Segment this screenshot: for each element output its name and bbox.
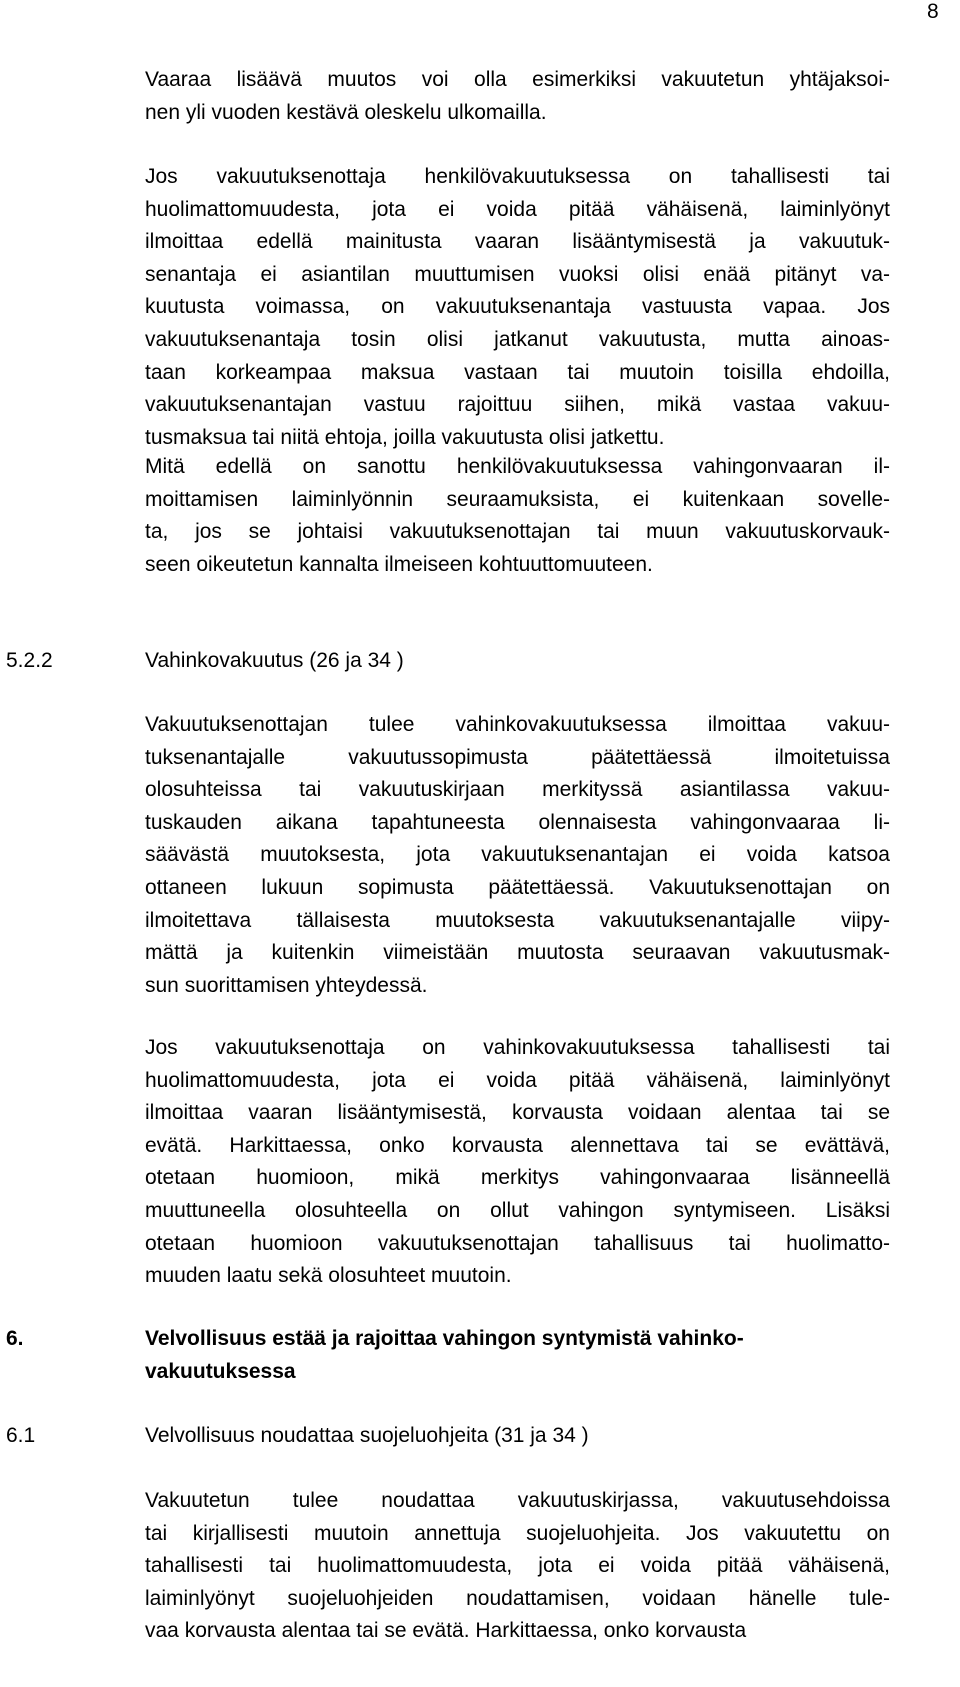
- text-line: mättä ja kuitenkin viimeistään muutosta seuraavan vakuutusmak-: [145, 941, 890, 965]
- text-line: ilmoitettava tällaisesta muutoksesta vakuutuksenantajalle viipy-: [145, 908, 890, 932]
- text-line: muuttuneella olosuhteella on ollut vahingon syntymiseen. Lisäksi: [145, 1198, 890, 1222]
- text-line: Vakuutuksenottajan tulee vahinkovakuutuksessa ilmoittaa vakuu-: [145, 713, 890, 736]
- section-number: 6.: [6, 1327, 24, 1350]
- section-title-line-2: vakuutuksessa: [145, 1359, 296, 1383]
- paragraph-4: [145, 709, 890, 1002]
- text-line: tusmaksua tai niitä ehtoja, joilla vakuutusta olisi jatkettu.: [145, 425, 665, 449]
- text-line: ilmoittaa edellä mainitusta vaaran lisääntymisestä ja vakuutuk-: [145, 230, 890, 254]
- paragraph-1: [145, 64, 890, 129]
- text-line: nen yli vuoden kestävä oleskelu ulkomailla.: [145, 100, 547, 124]
- section-title: Velvollisuus noudattaa suojeluohjeita (31 ja 34 ): [145, 1424, 589, 1447]
- text-line: tai kirjallisesti muutoin annettuja suojeluohjeita. Jos vakuutettu on: [145, 1521, 890, 1545]
- text-line: muuden laatu sekä olosuhteet muutoin.: [145, 1264, 512, 1288]
- paragraph-3: [145, 451, 890, 581]
- text-line: ottaneen lukuun sopimusta päätettäessä. Vakuutuksenottajan on: [145, 875, 890, 899]
- page-number: 8: [927, 0, 939, 23]
- text-line: Jos vakuutuksenottaja henkilövakuutuksessa on tahallisesti tai: [145, 165, 890, 188]
- text-line: ta, jos se johtaisi vakuutuksenottajan tai muun vakuutuskorvauk-: [145, 520, 890, 544]
- text-line: otetaan huomioon, mikä merkitys vahingonvaaraa lisänneellä: [145, 1166, 890, 1190]
- section-number: 6.1: [6, 1424, 36, 1447]
- text-line: Mitä edellä on sanottu henkilövakuutuksessa vahingonvaaran il-: [145, 455, 890, 478]
- text-line: laiminlyönyt suojeluohjeiden noudattamisen, voidaan hänelle tule-: [145, 1586, 890, 1610]
- text-line: ilmoittaa vaaran lisääntymisestä, korvausta voidaan alentaa tai se: [145, 1101, 890, 1125]
- section-title-line-1: Velvollisuus estää ja rajoittaa vahingon syntymistä vahinko-: [145, 1327, 744, 1350]
- text-line: olosuhteissa tai vakuutuskirjaan merkityssä asiantilassa vakuu-: [145, 778, 890, 802]
- text-line: senantaja ei asiantilan muuttumisen vuoksi olisi enää pitänyt va-: [145, 262, 890, 286]
- text-line: vaa korvausta alentaa tai se evätä. Harkittaessa, onko korvausta: [145, 1619, 747, 1643]
- text-line: vakuutuksenantajan vastuu rajoittuu siihen, mikä vastaa vakuu-: [145, 393, 890, 417]
- paragraph-6: [145, 1485, 890, 1648]
- section-title: Vahinkovakuutus (26 ja 34 ): [145, 649, 404, 672]
- text-line: säävästä muutoksesta, jota vakuutuksenantajan ei voida katsoa: [145, 843, 890, 867]
- text-line: seen oikeutetun kannalta ilmeiseen kohtuuttomuuteen.: [145, 552, 653, 576]
- section-title: [145, 1323, 890, 1388]
- text-line: huolimattomuudesta, jota ei voida pitää vähäisenä, laiminlyönyt: [145, 1068, 890, 1092]
- text-line: sun suorittamisen yhteydessä.: [145, 973, 428, 997]
- text-line: Vakuutetun tulee noudattaa vakuutuskirjassa, vakuutusehdoissa: [145, 1489, 890, 1512]
- text-line: tahallisesti tai huolimattomuudesta, jota ei voida pitää vähäisenä,: [145, 1554, 890, 1578]
- text-line: taan korkeampaa maksua vastaan tai muutoin toisilla ehdoilla,: [145, 360, 890, 384]
- text-line: kuutusta voimassa, on vakuutuksenantaja vastuusta vapaa. Jos: [145, 295, 890, 319]
- text-line: tuskauden aikana tapahtuneesta olennaisesta vahingonvaaraa li-: [145, 810, 890, 834]
- text-line: tuksenantajalle vakuutussopimusta päätettäessä ilmoitetuissa: [145, 745, 890, 769]
- paragraph-2: [145, 161, 890, 454]
- text-line: vakuutuksenantaja tosin olisi jatkanut vakuutusta, mutta ainoas-: [145, 327, 890, 351]
- text-line: otetaan huomioon vakuutuksenottajan tahallisuus tai huolimatto-: [145, 1231, 890, 1255]
- text-line: moittamisen laiminlyönnin seuraamuksista, ei kuitenkaan sovelle-: [145, 487, 890, 511]
- text-line: Vaaraa lisäävä muutos voi olla esimerkiksi vakuutetun yhtäjaksoi-: [145, 68, 890, 91]
- text-line: Jos vakuutuksenottaja on vahinkovakuutuksessa tahallisesti tai: [145, 1036, 890, 1059]
- section-number: 5.2.2: [6, 649, 53, 672]
- text-line: evätä. Harkittaessa, onko korvausta alennettava tai se evättävä,: [145, 1133, 890, 1157]
- paragraph-5: [145, 1032, 890, 1293]
- text-line: huolimattomuudesta, jota ei voida pitää vähäisenä, laiminlyönyt: [145, 197, 890, 221]
